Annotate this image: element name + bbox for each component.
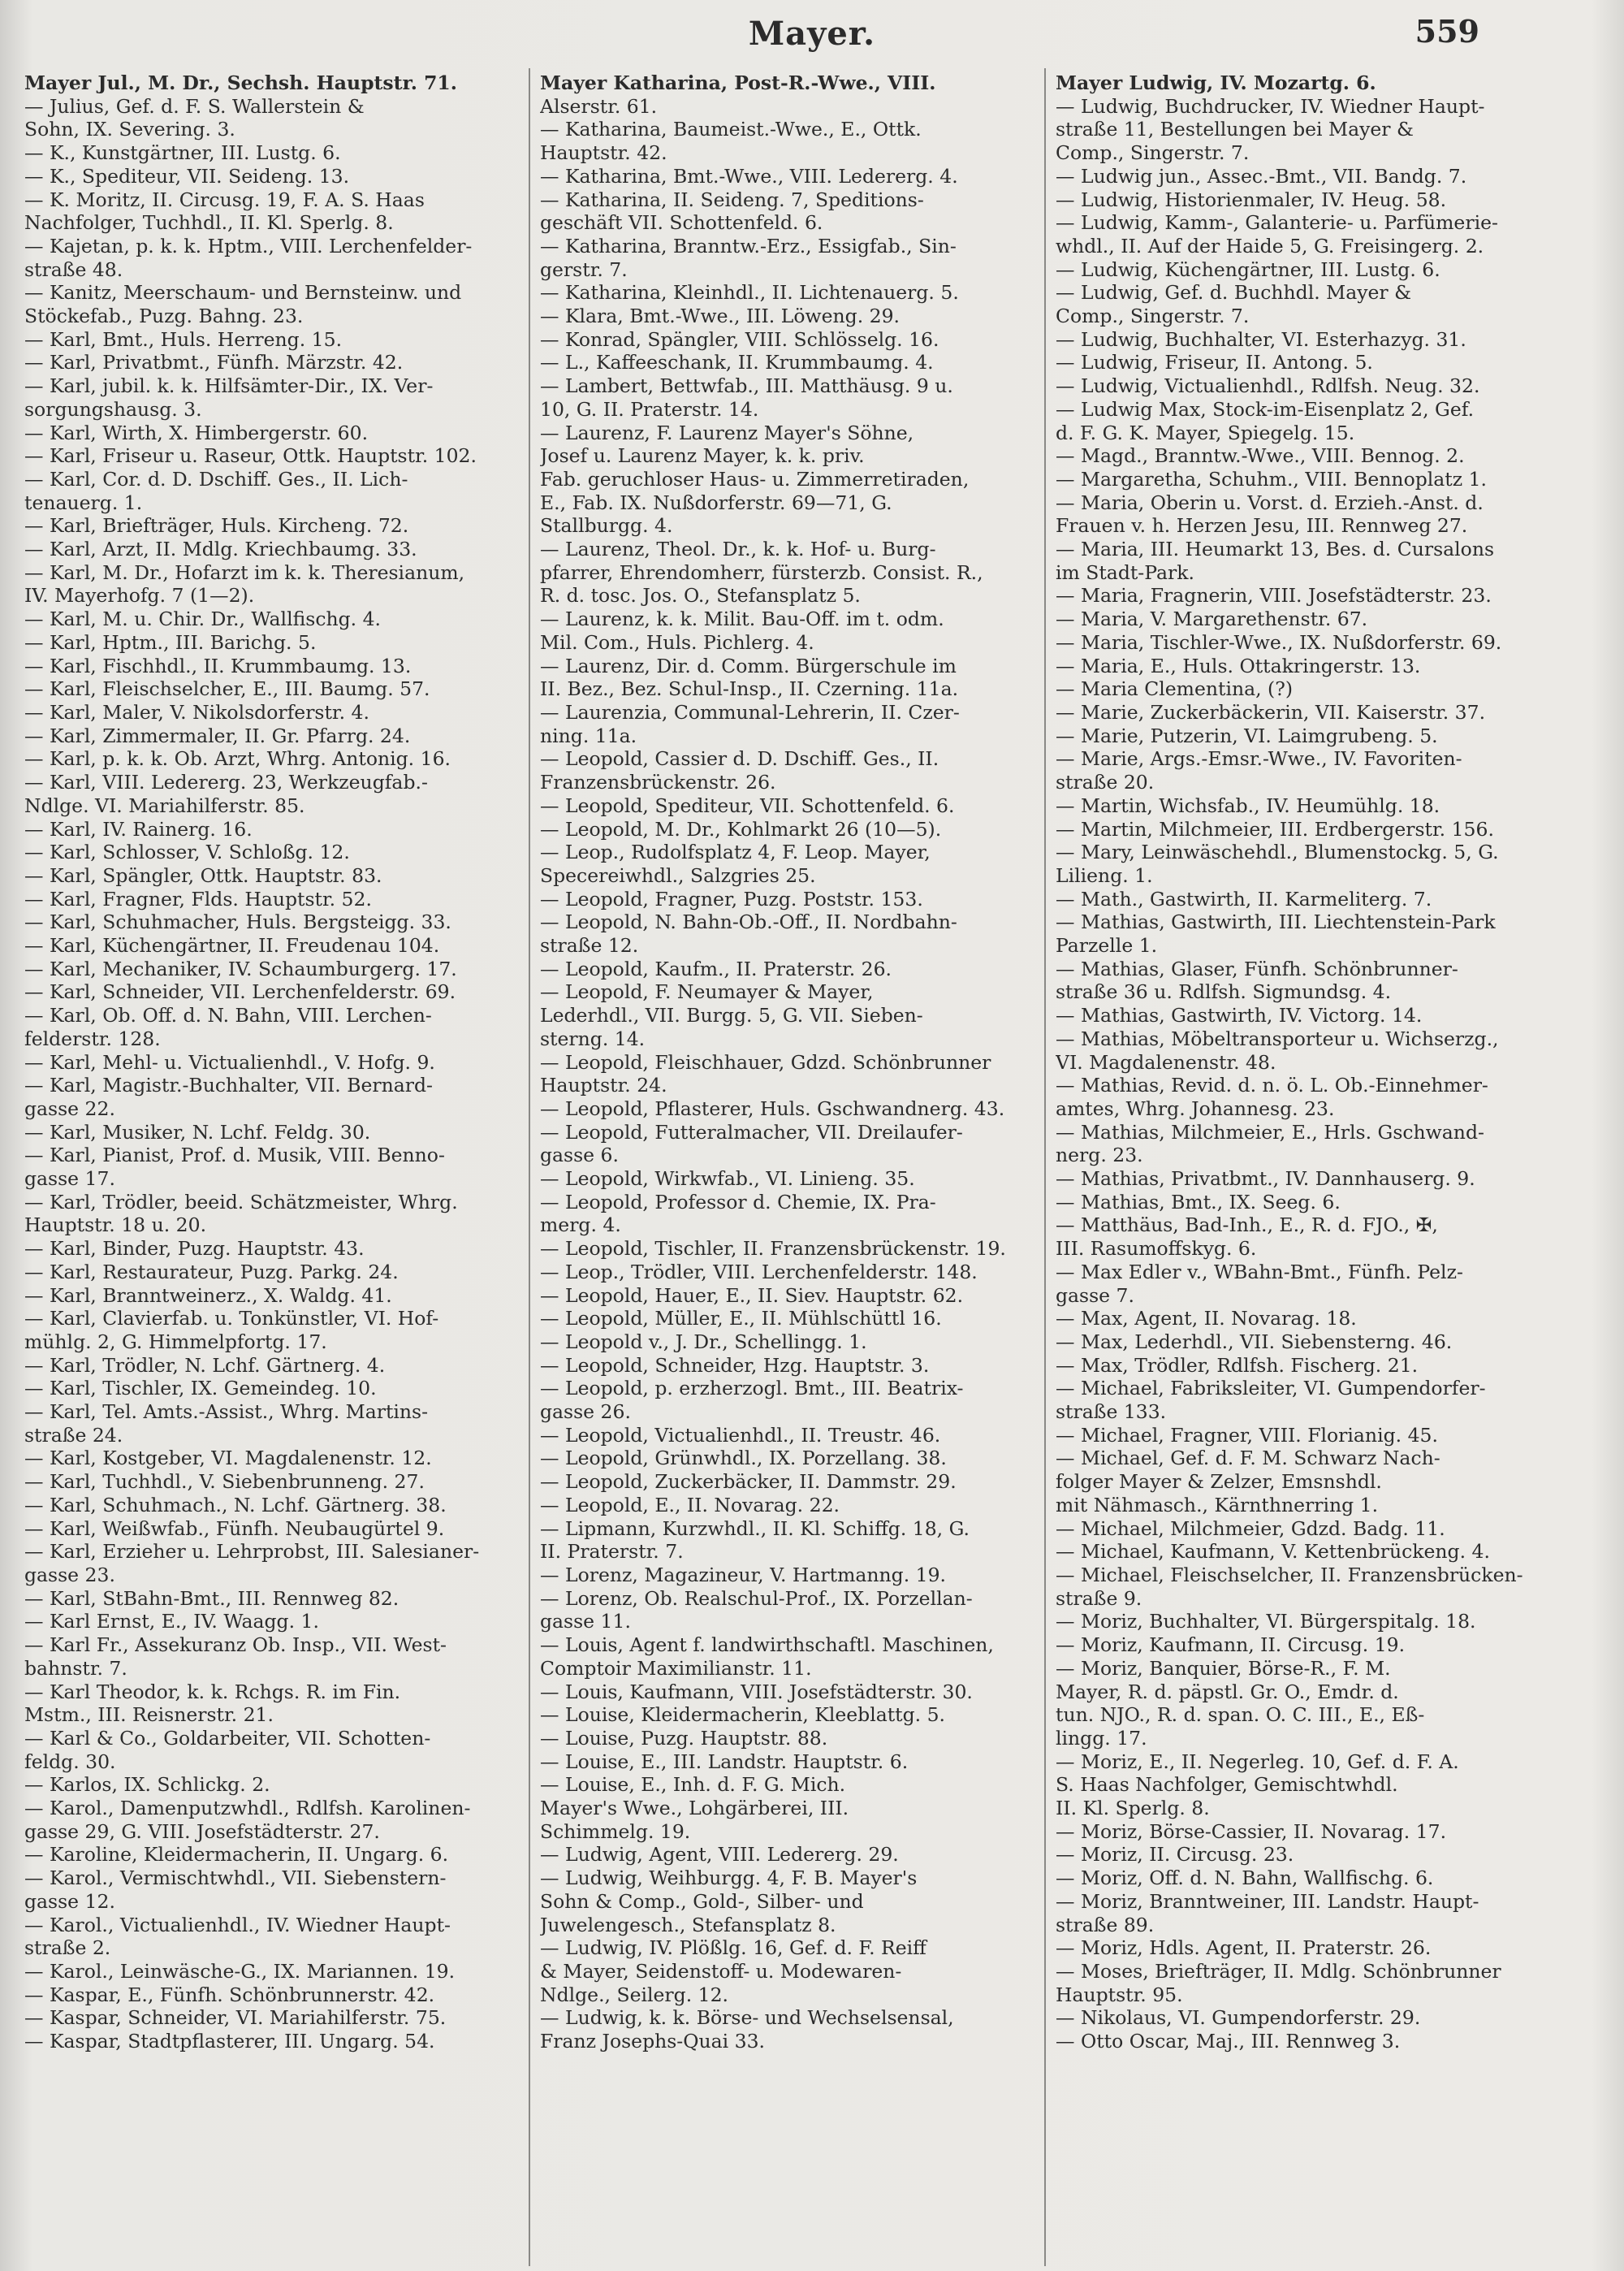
directory-entry-line: Mstm., III. Reisnerstr. 21. (24, 1703, 274, 1727)
directory-entry-line: — Ludwig, Friseur, II. Antong. 5. (1056, 351, 1373, 374)
directory-entry-line: 10, G. II. Praterstr. 14. (540, 397, 759, 421)
directory-entry-line: Comp., Singerstr. 7. (1056, 305, 1250, 328)
directory-entry-line: Sohn, IX. Severing. 3. (24, 118, 235, 141)
directory-entry-line: Frauen v. h. Herzen Jesu, III. Rennweg 27. (1056, 514, 1468, 538)
directory-entry-line: gasse 22. (24, 1097, 115, 1120)
directory-entry-line: — Karl Ernst, E., IV. Waagg. 1. (24, 1610, 319, 1633)
directory-entry-line: E., Fab. IX. Nußdorferstr. 69—71, G. (540, 491, 892, 514)
directory-entry-line: Hauptstr. 42. (540, 141, 667, 165)
directory-entry-line: bahnstr. 7. (24, 1656, 127, 1680)
directory-entry-line: — Karl, Weißwfab., Fünfh. Neubaugürtel 9. (24, 1516, 445, 1540)
directory-entry-line: — Ludwig, Historienmaler, IV. Heug. 58. (1056, 188, 1447, 211)
directory-entry-line: — Martin, Milchmeier, III. Erdbergerstr. 156. (1056, 817, 1494, 841)
directory-entry-line: — Karl, Hptm., III. Barichg. 5. (24, 630, 317, 654)
directory-entry-line: — Karlos, IX. Schlickg. 2. (24, 1773, 270, 1797)
directory-entry-line: sterng. 14. (540, 1027, 646, 1050)
directory-entry-line: — Max, Trödler, Rdlfsh. Fischerg. 21. (1056, 1353, 1419, 1377)
directory-entry-line: — Louise, Puzg. Hauptstr. 88. (540, 1726, 828, 1750)
directory-entry-line: — Kajetan, p. k. k. Hptm., VIII. Lerchenfelder- (24, 234, 473, 257)
directory-entry-line: — Lipmann, Kurzwhdl., II. Kl. Schiffg. 18, G. (540, 1516, 970, 1540)
directory-entry-line: gasse 17. (24, 1167, 115, 1191)
directory-entry-line: Mil. Com., Huls. Pichlerg. 4. (540, 630, 814, 654)
directory-entry-line: — Leopold, Grünwhdl., IX. Porzellang. 38. (540, 1447, 947, 1470)
directory-entry-line: im Stadt-Park. (1056, 560, 1194, 584)
directory-entry-line: — Karl, Schneider, VII. Lerchenfelderstr. 69. (24, 980, 456, 1004)
directory-entry-line: & Mayer, Seidenstoff- u. Modewaren- (540, 1959, 902, 1983)
directory-entry-line: — Leopold, M. Dr., Kohlmarkt 26 (10—5). (540, 817, 942, 841)
directory-entry-line: Specereiwhdl., Salzgries 25. (540, 863, 816, 887)
directory-entry-line: — Karl, Trödler, beeid. Schätzmeister, Whrg. (24, 1190, 458, 1213)
directory-entry-line: — Laurenz, k. k. Milit. Bau-Off. im t. odm. (540, 608, 944, 631)
directory-entry-line: R. d. tosc. Jos. O., Stefansplatz 5. (540, 584, 861, 608)
directory-entry-line: nerg. 23. (1056, 1144, 1143, 1167)
directory-entry-line: lingg. 17. (1056, 1726, 1147, 1750)
directory-entry-line: — Karol., Victualienhdl., IV. Wiedner Haupt- (24, 1913, 451, 1936)
directory-entry-line: — Karl & Co., Goldarbeiter, VII. Schotten- (24, 1726, 431, 1750)
directory-entry-line: — Karl, Schlosser, V. Schloßg. 12. (24, 841, 350, 864)
directory-entry-line: Ndlge. VI. Mariahilferstr. 85. (24, 794, 305, 817)
directory-entry-line: — Leopold, N. Bahn-Ob.-Off., II. Nordbahn- (540, 911, 957, 934)
directory-entry-line: straße 36 u. Rdlfsh. Sigmundsg. 4. (1056, 980, 1392, 1004)
directory-entry-line: — Moses, Briefträger, II. Mdlg. Schönbrunner (1056, 1959, 1501, 1983)
directory-entry-line: — Ludwig, k. k. Börse- und Wechselsensal, (540, 2006, 954, 2030)
directory-entry-line: Ndlge., Seilerg. 12. (540, 1983, 729, 2006)
directory-entry-line: Hauptstr. 18 u. 20. (24, 1213, 207, 1237)
directory-entry-line: Parzelle 1. (1056, 934, 1158, 958)
directory-entry-line: d. F. G. K. Mayer, Spiegelg. 15. (1056, 421, 1355, 444)
directory-entry-line: tun. NJO., R. d. span. O. C. III., E., Eß- (1056, 1703, 1425, 1727)
directory-entry-line: — Karl, Cor. d. D. Dschiff. Ges., II. Lich- (24, 467, 408, 491)
directory-entry-line: — Mathias, Möbeltransporteur u. Wichserzg., (1056, 1027, 1499, 1050)
directory-entry-line: — Leopold, Professor d. Chemie, IX. Pra- (540, 1190, 936, 1213)
directory-entry-line: — Louise, E., Inh. d. F. G. Mich. (540, 1773, 846, 1797)
directory-entry-line: — Moriz, Off. d. N. Bahn, Wallfischg. 6. (1056, 1867, 1434, 1890)
directory-entry-line: — Maria, Fragnerin, VIII. Josefstädterstr. 23. (1056, 584, 1492, 608)
directory-entry-line: — Maria, III. Heumarkt 13, Bes. d. Cursalons (1056, 538, 1495, 561)
directory-entry-line: — Karl Fr., Assekuranz Ob. Insp., VII. West- (24, 1633, 447, 1657)
directory-entry-line: whdl., II. Auf der Haide 5, G. Freisingerg. 2. (1056, 234, 1484, 257)
directory-entry-line: — Ludwig, IV. Plößlg. 16, Gef. d. F. Reiff (540, 1936, 926, 1960)
directory-entry-line: — K., Kunstgärtner, III. Lustg. 6. (24, 141, 341, 165)
column-3 (1056, 71, 1543, 2265)
directory-entry-line: Nachfolger, Tuchhdl., II. Kl. Sperlg. 8. (24, 211, 394, 235)
directory-entry-line: Juwelengesch., Stefansplatz 8. (540, 1913, 836, 1936)
directory-entry-line: — Leopold, Spediteur, VII. Schottenfeld. 6. (540, 794, 955, 817)
directory-entry-line: — Mathias, Revid. d. n. ö. L. Ob.-Einnehmer- (1056, 1074, 1488, 1097)
column-divider (1044, 68, 1046, 2266)
directory-entry-line: — Michael, Fragner, VIII. Florianig. 45. (1056, 1423, 1438, 1447)
directory-entry-line: — Moriz, II. Circusg. 23. (1056, 1843, 1294, 1867)
directory-entry-line: — Katharina, Branntw.-Erz., Essigfab., Sin- (540, 234, 957, 257)
directory-entry-line: — Max, Lederhdl., VII. Siebensterng. 46. (1056, 1330, 1453, 1353)
directory-entry-line: — Moriz, E., II. Negerleg. 10, Gef. d. F. A. (1056, 1750, 1459, 1773)
directory-entry-line: — Michael, Gef. d. F. M. Schwarz Nach- (1056, 1447, 1440, 1470)
directory-entry-line: — Kaspar, E., Fünfh. Schönbrunnerstr. 42. (24, 1983, 435, 2006)
directory-entry-line: — Leopold, F. Neumayer & Mayer, (540, 980, 874, 1004)
directory-entry-line: merg. 4. (540, 1213, 621, 1237)
directory-entry-line: — Maria, V. Margarethenstr. 67. (1056, 608, 1368, 631)
directory-entry-line: — Moriz, Branntweiner, III. Landstr. Haupt- (1056, 1889, 1479, 1913)
directory-entry-line: Fab. geruchloser Haus- u. Zimmerretiraden, (540, 467, 970, 491)
directory-entry-line: — Karl, Trödler, N. Lchf. Gärtnerg. 4. (24, 1353, 386, 1377)
directory-entry-line: — Karoline, Kleidermacherin, II. Ungarg. 6. (24, 1843, 449, 1867)
directory-entry-line: straße 48. (24, 257, 123, 281)
directory-entry-line: — Leopold, p. erzherzogl. Bmt., III. Beatrix- (540, 1377, 964, 1400)
directory-entry-line: — Leopold, Cassier d. D. Dschiff. Ges., II. (540, 747, 939, 771)
directory-entry-line: — Louis, Kaufmann, VIII. Josefstädterstr. 30. (540, 1680, 973, 1703)
directory-entry-line: — Mathias, Gastwirth, IV. Victorg. 14. (1056, 1004, 1423, 1027)
directory-entry-line: Hauptstr. 95. (1056, 1983, 1183, 2006)
directory-entry-line: — Ludwig, Buchhalter, VI. Esterhazyg. 31. (1056, 327, 1466, 351)
directory-entry-line: — Maria, E., Huls. Ottakringerstr. 13. (1056, 654, 1421, 677)
directory-entry-line: — Karl, Mechaniker, IV. Schaumburgerg. 17. (24, 957, 457, 980)
directory-entry-line: — Karl, Maler, V. Nikolsdorferstr. 4. (24, 700, 369, 724)
directory-entry-line: — Karol., Leinwäsche-G., IX. Mariannen. 19. (24, 1959, 456, 1983)
directory-entry-line: — Lambert, Bettwfab., III. Matthäusg. 9 u. (540, 374, 953, 398)
directory-entry-line: Stöckefab., Puzg. Bahng. 23. (24, 305, 304, 328)
directory-entry-line: gerstr. 7. (540, 257, 628, 281)
directory-entry-line: — Michael, Milchmeier, Gdzd. Badg. 11. (1056, 1516, 1445, 1540)
directory-entry-line: — Michael, Fleischselcher, II. Franzensbrücken- (1056, 1564, 1523, 1586)
directory-entry-line: Mayer's Wwe., Lohgärberei, III. (540, 1797, 849, 1820)
directory-entry-line: — Karl, Privatbmt., Fünfh. Märzstr. 42. (24, 351, 404, 374)
directory-entry-line: — Kanitz, Meerschaum- und Bernsteinw. und (24, 281, 462, 305)
directory-entry-line: — Leop., Trödler, VIII. Lerchenfelderstr. 148. (540, 1260, 978, 1283)
directory-entry-line: Josef u. Laurenz Mayer, k. k. priv. (540, 444, 865, 468)
directory-entry-line: — Julius, Gef. d. F. S. Wallerstein & (24, 94, 365, 118)
directory-entry-line: — Moriz, Banquier, Börse-R., F. M. (1056, 1656, 1391, 1680)
directory-entry-line: Mayer Katharina, Post-R.-Wwe., VIII. (540, 71, 936, 94)
directory-entry-line: — Mathias, Milchmeier, E., Hrls. Gschwand- (1056, 1120, 1484, 1144)
directory-entry-line: — Karol., Damenputzwhdl., Rdlfsh. Karolinen- (24, 1797, 471, 1820)
directory-entry-line: — Ludwig, Kamm-, Galanterie- u. Parfümerie- (1056, 211, 1498, 235)
directory-entry-line: gasse 23. (24, 1564, 115, 1586)
directory-entry-line: — Ludwig, Küchengärtner, III. Lustg. 6. (1056, 257, 1440, 281)
directory-entry-line: Lederhdl., VII. Burgg. 5, G. VII. Sieben- (540, 1004, 923, 1027)
directory-entry-line: — K. Moritz, II. Circusg. 19, F. A. S. Haas (24, 188, 425, 211)
directory-entry-line: — Karl, Kostgeber, VI. Magdalenenstr. 12. (24, 1447, 432, 1470)
directory-entry-line: — Karl, Magistr.-Buchhalter, VII. Bernard- (24, 1074, 433, 1097)
directory-entry-line: geschäft VII. Schottenfeld. 6. (540, 211, 823, 235)
directory-entry-line: — Karl, Fleischselcher, E., III. Baumg. 57. (24, 677, 430, 701)
directory-entry-line: — Ludwig, Weihburgg. 4, F. B. Mayer's (540, 1867, 918, 1890)
directory-entry-line: straße 2. (24, 1936, 111, 1960)
directory-entry-line: — Martin, Wichsfab., IV. Heumühlg. 18. (1056, 794, 1440, 817)
directory-entry-line: IV. Mayerhofg. 7 (1—2). (24, 584, 255, 608)
directory-entry-line: Stallburgg. 4. (540, 514, 673, 538)
directory-entry-line: — Karl, M. Dr., Hofarzt im k. k. Theresianum, (24, 560, 465, 584)
directory-entry-line: — Leopold, Fleischhauer, Gdzd. Schönbrunner (540, 1050, 991, 1074)
directory-entry-line: Hauptstr. 24. (540, 1074, 667, 1097)
directory-entry-line: Franzensbrückenstr. 26. (540, 771, 776, 794)
directory-entry-line: VI. Magdalenenstr. 48. (1056, 1050, 1276, 1074)
directory-entry-line: — Katharina, Bmt.-Wwe., VIII. Ledererg. 4. (540, 164, 958, 188)
directory-entry-line: — Laurenzia, Communal-Lehrerin, II. Czer- (540, 700, 960, 724)
directory-entry-line: — Laurenz, F. Laurenz Mayer's Söhne, (540, 421, 914, 444)
directory-entry-line: — Moriz, Buchhalter, VI. Bürgerspitalg. 18. (1056, 1610, 1476, 1633)
directory-entry-line: Alserstr. 61. (540, 94, 658, 118)
directory-entry-line: — Leopold v., J. Dr., Schellingg. 1. (540, 1330, 867, 1353)
directory-entry-line: straße 24. (24, 1423, 123, 1447)
directory-entry-line: — Kaspar, Schneider, VI. Mariahilferstr. 75. (24, 2006, 447, 2030)
directory-entry-line: — Karl, Clavierfab. u. Tonkünstler, VI. Hof- (24, 1307, 439, 1330)
directory-entry-line: gasse 29, G. VIII. Josefstädterstr. 27. (24, 1819, 380, 1843)
directory-entry-line: — Marie, Putzerin, VI. Laimgrubeng. 5. (1056, 724, 1438, 747)
directory-entry-line: — Karl, p. k. k. Ob. Arzt, Whrg. Antonig. 16. (24, 747, 451, 771)
directory-entry-line: — Louis, Agent f. landwirthschaftl. Maschinen, (540, 1633, 994, 1657)
directory-entry-line: — Karl, Fragner, Flds. Hauptstr. 52. (24, 887, 372, 911)
directory-entry-line: — Leopold, Hauer, E., II. Siev. Hauptstr. 62. (540, 1283, 964, 1307)
directory-entry-line: — Leopold, Schneider, Hzg. Hauptstr. 3. (540, 1353, 930, 1377)
directory-entry-line: — Leopold, Tischler, II. Franzensbrückenstr. 19. (540, 1237, 1006, 1261)
directory-entry-line: II. Bez., Bez. Schul-Insp., II. Czerning. 11a. (540, 677, 959, 701)
directory-entry-line: — Karl, Restaurateur, Puzg. Parkg. 24. (24, 1260, 399, 1283)
directory-entry-line: straße 133. (1056, 1400, 1167, 1424)
directory-entry-line: — Katharina, II. Seideng. 7, Speditions- (540, 188, 924, 211)
directory-entry-line: tenauerg. 1. (24, 491, 143, 514)
directory-entry-line: — Karl, Binder, Puzg. Hauptstr. 43. (24, 1237, 365, 1261)
directory-entry-line: Mayer, R. d. päpstl. Gr. O., Emdr. d. (1056, 1680, 1399, 1703)
directory-entry-line: — Leopold, Müller, E., II. Mühlschüttl 16. (540, 1307, 942, 1330)
directory-entry-line: — Karl, Schuhmach., N. Lchf. Gärtnerg. 38. (24, 1493, 447, 1516)
directory-entry-line: — Moriz, Börse-Cassier, II. Novarag. 17. (1056, 1819, 1447, 1843)
directory-entry-line: — Karl, jubil. k. k. Hilfsämter-Dir., IX. Ver- (24, 374, 434, 398)
directory-entry-line: — Karl, Tuchhdl., V. Siebenbrunneng. 27. (24, 1470, 425, 1494)
directory-entry-line: — Kaspar, Stadtpflasterer, III. Ungarg. 54. (24, 2030, 435, 2053)
directory-entry-line: gasse 7. (1056, 1283, 1134, 1307)
directory-entry-line: — Karl, StBahn-Bmt., III. Rennweg 82. (24, 1586, 400, 1610)
directory-entry-line: mit Nähmasch., Kärnthnerring 1. (1056, 1493, 1379, 1516)
directory-entry-line: straße 20. (1056, 771, 1155, 794)
directory-entry-line: II. Kl. Sperlg. 8. (1056, 1797, 1210, 1820)
directory-entry-line: — L., Kaffeeschank, II. Krummbaumg. 4. (540, 351, 934, 374)
directory-entry-line: — Leop., Rudolfsplatz 4, F. Leop. Mayer, (540, 841, 931, 864)
directory-entry-line: folger Mayer & Zelzer, Emsnshdl. (1056, 1470, 1382, 1494)
directory-entry-line: — Lorenz, Magazineur, V. Hartmanng. 19. (540, 1564, 947, 1586)
directory-entry-line: — Michael, Fabriksleiter, VI. Gumpendorfer- (1056, 1377, 1486, 1400)
directory-entry-line: — Max Edler v., WBahn-Bmt., Fünfh. Pelz- (1056, 1260, 1463, 1283)
directory-entry-line: — Otto Oscar, Maj., III. Rennweg 3. (1056, 2030, 1401, 2053)
directory-entry-line: — Klara, Bmt.-Wwe., III. Löweng. 29. (540, 305, 901, 328)
directory-entry-line: — Karl, Briefträger, Huls. Kircheng. 72. (24, 514, 409, 538)
directory-entry-line: — Ludwig, Gef. d. Buchhdl. Mayer & (1056, 281, 1412, 305)
directory-entry-line: — Maria Clementina, (?) (1056, 677, 1293, 701)
directory-entry-line: — Math., Gastwirth, II. Karmeliterg. 7. (1056, 887, 1432, 911)
directory-entry-line: II. Praterstr. 7. (540, 1540, 684, 1564)
directory-entry-line: — Marie, Zuckerbäckerin, VII. Kaiserstr. 37. (1056, 700, 1486, 724)
directory-entry-line: — Leopold, E., II. Novarag. 22. (540, 1493, 840, 1516)
directory-entry-line: — Karl Theodor, k. k. Rchgs. R. im Fin. (24, 1680, 401, 1703)
directory-entry-line: — Karl, Küchengärtner, II. Freudenau 104. (24, 934, 440, 958)
directory-entry-line: — Karl, Bmt., Huls. Herreng. 15. (24, 327, 343, 351)
directory-entry-line: — Ludwig, Agent, VIII. Ledererg. 29. (540, 1843, 899, 1867)
directory-entry-line: — Laurenz, Theol. Dr., k. k. Hof- u. Burg- (540, 538, 936, 561)
directory-entry-line: felderstr. 128. (24, 1027, 161, 1050)
directory-entry-line: — Ludwig jun., Assec.-Bmt., VII. Bandg. 7. (1056, 164, 1467, 188)
directory-entry-line: — Karl, Friseur u. Raseur, Ottk. Hauptstr. 102. (24, 444, 477, 468)
directory-entry-line: — Moriz, Hdls. Agent, II. Praterstr. 26. (1056, 1936, 1432, 1960)
directory-entry-line: — Matthäus, Bad-Inh., E., R. d. FJO., ✠, (1056, 1213, 1438, 1237)
directory-entry-line: — Leopold, Kaufm., II. Praterstr. 26. (540, 957, 892, 980)
column-1 (24, 71, 512, 2265)
directory-entry-line: — Michael, Kaufmann, V. Kettenbrückeng. 4. (1056, 1540, 1490, 1564)
directory-entry-line: — Karl, Tel. Amts.-Assist., Whrg. Martins- (24, 1400, 429, 1424)
directory-entry-line: feldg. 30. (24, 1750, 116, 1773)
directory-entry-line: — Karl, Schuhmacher, Huls. Bergsteigg. 33. (24, 911, 451, 934)
directory-entry-line: Franz Josephs-Quai 33. (540, 2030, 766, 2053)
directory-entry-line: — Konrad, Spängler, VIII. Schlösselg. 16. (540, 327, 939, 351)
directory-entry-line: straße 9. (1056, 1586, 1142, 1610)
directory-entry-line: — Nikolaus, VI. Gumpendorferstr. 29. (1056, 2006, 1421, 2030)
directory-entry-line: amtes, Whrg. Johannesg. 23. (1056, 1097, 1335, 1120)
directory-entry-line: — Karl, Erzieher u. Lehrprobst, III. Salesianer- (24, 1540, 480, 1564)
directory-entry-line: S. Haas Nachfolger, Gemischtwhdl. (1056, 1773, 1398, 1797)
directory-entry-line: straße 11, Bestellungen bei Mayer & (1056, 118, 1414, 141)
directory-entry-line: — Leopold, Victualienhdl., II. Treustr. 46. (540, 1423, 941, 1447)
directory-entry-line: — Mathias, Glaser, Fünfh. Schönbrunner- (1056, 957, 1458, 980)
directory-entry-line: pfarrer, Ehrendomherr, fürsterzb. Consist. R., (540, 560, 983, 584)
directory-entry-line: gasse 6. (540, 1144, 619, 1167)
column-2 (540, 71, 1027, 2265)
directory-entry-line: — Katharina, Baumeist.-Wwe., E., Ottk. (540, 118, 922, 141)
directory-entry-line: — Lorenz, Ob. Realschul-Prof., IX. Porzellan- (540, 1586, 973, 1610)
directory-entry-line: — Karl, Arzt, II. Mdlg. Kriechbaumg. 33. (24, 538, 417, 561)
directory-entry-line: — Leopold, Zuckerbäcker, II. Dammstr. 29. (540, 1470, 957, 1494)
directory-entry-line: — Mathias, Gastwirth, III. Liechtenstein-Park (1056, 911, 1496, 934)
directory-entry-line: — Karl, Tischler, IX. Gemeindeg. 10. (24, 1377, 377, 1400)
directory-entry-line: — Mathias, Bmt., IX. Seeg. 6. (1056, 1190, 1341, 1213)
directory-entry-line: gasse 12. (24, 1889, 115, 1913)
directory-entry-line: — Mary, Leinwäschehdl., Blumenstockg. 5, G. (1056, 841, 1499, 864)
running-head: Mayer. (748, 15, 876, 53)
directory-entry-line: — Karl, Mehl- u. Victualienhdl., V. Hofg. 9. (24, 1050, 435, 1074)
directory-entry-line: — Leopold, Futteralmacher, VII. Dreilaufer- (540, 1120, 963, 1144)
directory-entry-line: — Max, Agent, II. Novarag. 18. (1056, 1307, 1357, 1330)
directory-entry-line: — Ludwig Max, Stock-im-Eisenplatz 2, Gef. (1056, 397, 1475, 421)
directory-entry-line: — Karl, Pianist, Prof. d. Musik, VIII. Benno- (24, 1144, 445, 1167)
directory-entry-line: gasse 11. (540, 1610, 631, 1633)
directory-entry-line: Mayer Ludwig, IV. Mozartg. 6. (1056, 71, 1376, 94)
directory-entry-line: — Leopold, Fragner, Puzg. Poststr. 153. (540, 887, 923, 911)
directory-entry-line: — Karl, Ob. Off. d. N. Bahn, VIII. Lerchen- (24, 1004, 432, 1027)
directory-entry-line: III. Rasumoffskyg. 6. (1056, 1237, 1257, 1261)
directory-entry-line: — Ludwig, Victualienhdl., Rdlfsh. Neug. 32. (1056, 374, 1480, 398)
directory-entry-line: Mayer Jul., M. Dr., Sechsh. Hauptstr. 71. (24, 71, 457, 94)
directory-entry-line: — Karl, VIII. Ledererg. 23, Werkzeugfab.- (24, 771, 428, 794)
directory-entry-line: — Louise, Kleidermacherin, Kleeblattg. 5. (540, 1703, 946, 1727)
page-header (0, 11, 1624, 60)
directory-entry-line: — Marie, Args.-Emsr.-Wwe., IV. Favoriten- (1056, 747, 1462, 771)
directory-entry-line: — Katharina, Kleinhdl., II. Lichtenauerg. 5. (540, 281, 959, 305)
directory-entry-line: — Karl, M. u. Chir. Dr., Wallfischg. 4. (24, 608, 382, 631)
directory-entry-line: — Karl, Spängler, Ottk. Hauptstr. 83. (24, 863, 382, 887)
directory-entry-line: — Louise, E., III. Landstr. Hauptstr. 6. (540, 1750, 909, 1773)
directory-entry-line: Comptoir Maximilianstr. 11. (540, 1656, 812, 1680)
directory-entry-line: Sohn & Comp., Gold-, Silber- und (540, 1889, 864, 1913)
page-number: 559 (1415, 13, 1479, 50)
directory-entry-line: straße 89. (1056, 1913, 1155, 1936)
directory-entry-line: — Laurenz, Dir. d. Comm. Bürgerschule im (540, 654, 957, 677)
directory-entry-line: — Leopold, Wirkwfab., VI. Linieng. 35. (540, 1167, 915, 1191)
directory-entry-line: — Karl, Fischhdl., II. Krummbaumg. 13. (24, 654, 412, 677)
directory-entry-line: — Maria, Oberin u. Vorst. d. Erzieh.-Anst. d. (1056, 491, 1484, 514)
directory-entry-line: sorgungshausg. 3. (24, 397, 202, 421)
directory-entry-line: — Karl, Musiker, N. Lchf. Feldg. 30. (24, 1120, 371, 1144)
directory-entry-line: — Karol., Vermischtwhdl., VII. Siebenstern- (24, 1867, 447, 1890)
directory-entry-line: straße 12. (540, 934, 639, 958)
directory-entry-line: Comp., Singerstr. 7. (1056, 141, 1250, 165)
directory-entry-line: — K., Spediteur, VII. Seideng. 13. (24, 164, 350, 188)
directory-entry-line: — Moriz, Kaufmann, II. Circusg. 19. (1056, 1633, 1406, 1657)
directory-entry-line: — Karl, Zimmermaler, II. Gr. Pfarrg. 24. (24, 724, 411, 747)
directory-entry-line: mühlg. 2, G. Himmelpfortg. 17. (24, 1330, 327, 1353)
directory-entry-line: — Margaretha, Schuhm., VIII. Bennoplatz 1. (1056, 467, 1487, 491)
directory-entry-line: — Karl, IV. Rainerg. 16. (24, 817, 253, 841)
directory-entry-line: — Ludwig, Buchdrucker, IV. Wiedner Haupt- (1056, 94, 1485, 118)
directory-entry-line: — Leopold, Pflasterer, Huls. Gschwandnerg. 43. (540, 1097, 1005, 1120)
directory-entry-line: — Maria, Tischler-Wwe., IX. Nußdorferstr. 69. (1056, 630, 1502, 654)
column-divider (529, 68, 530, 2266)
directory-entry-line: Lilieng. 1. (1056, 863, 1153, 887)
directory-entry-line: — Karl, Wirth, X. Himbergerstr. 60. (24, 421, 369, 444)
directory-entry-line: gasse 26. (540, 1400, 631, 1424)
directory-entry-line: — Magd., Branntw.-Wwe., VIII. Bennog. 2. (1056, 444, 1465, 468)
directory-entry-line: — Mathias, Privatbmt., IV. Dannhauserg. 9. (1056, 1167, 1475, 1191)
directory-entry-line: Schimmelg. 19. (540, 1819, 691, 1843)
directory-entry-line: ning. 11a. (540, 724, 637, 747)
directory-entry-line: — Karl, Branntweinerz., X. Waldg. 41. (24, 1283, 392, 1307)
